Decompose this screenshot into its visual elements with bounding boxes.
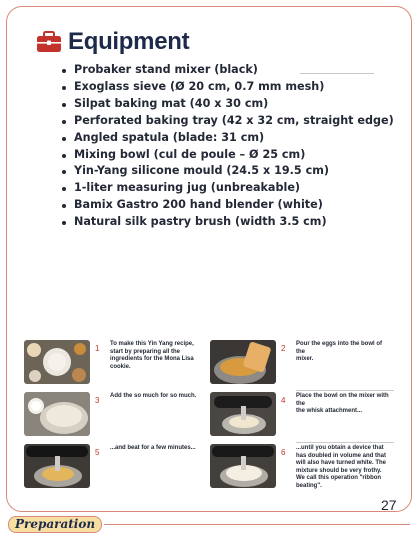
step-number: 6 (281, 448, 286, 457)
equipment-item: Perforated baking tray (42 x 32 cm, straight edge) (62, 113, 394, 130)
toolbox-icon (36, 31, 62, 53)
step-4 (210, 392, 395, 436)
equipment-item: Yin-Yang silicone mould (24.5 x 19.5 cm) (62, 163, 394, 180)
step-number: 5 (95, 448, 100, 457)
step-3 (24, 392, 209, 436)
step-5 (24, 444, 209, 488)
step-divider (296, 442, 394, 443)
step-text: To make this Yin Yang recipe, start by preparing all the ingredients for the Mona Lisa cookie. (110, 341, 194, 370)
equipment-list (62, 62, 394, 231)
page-title: Equipment (68, 28, 190, 55)
step-number: 1 (95, 344, 100, 353)
step-text: Add the so much for so much. (110, 393, 197, 399)
step-4-photo (210, 392, 276, 436)
equipment-item: Angled spatula (blade: 31 cm) (62, 130, 394, 147)
equipment-item: Bamix Gastro 200 hand blender (white) (62, 197, 394, 214)
step-1-photo (24, 340, 90, 384)
step-number: 2 (281, 344, 286, 353)
step-text: ...until you obtain a device that has doubled in volume and that will also have turned white. The mixture should be very frothy. We call this operation "ribbon beating". (296, 445, 387, 489)
equipment-item: 1-liter measuring jug (unbreakable) (62, 180, 394, 197)
footer-divider (104, 524, 410, 525)
footer-section-tab: Preparation (8, 516, 102, 533)
step-number: 4 (281, 396, 286, 405)
equipment-item: Exoglass sieve (Ø 20 cm, 0.7 mm mesh) (62, 79, 394, 96)
step-3-photo (24, 392, 90, 436)
step-text: Pour the eggs into the bowl of the mixer. (296, 341, 382, 363)
step-6-photo (210, 444, 276, 488)
page-number: 27 (381, 497, 397, 513)
section-header (36, 28, 189, 56)
step-2 (210, 340, 395, 384)
equipment-item: Mixing bowl (cul de poule – Ø 25 cm) (62, 147, 394, 164)
equipment-item: Probaker stand mixer (black) (62, 62, 394, 79)
step-5-photo (24, 444, 90, 488)
equipment-item: Silpat baking mat (40 x 30 cm) (62, 96, 394, 113)
step-divider (296, 390, 394, 391)
step-2-photo (210, 340, 276, 384)
step-number: 3 (95, 396, 100, 405)
equipment-item: Natural silk pastry brush (width 3.5 cm) (62, 214, 394, 231)
step-text: ...and beat for a few minutes... (110, 445, 196, 451)
step-6 (210, 444, 395, 488)
step-1 (24, 340, 209, 384)
step-text: Place the bowl on the mixer with the the whisk attachment... (296, 393, 389, 415)
